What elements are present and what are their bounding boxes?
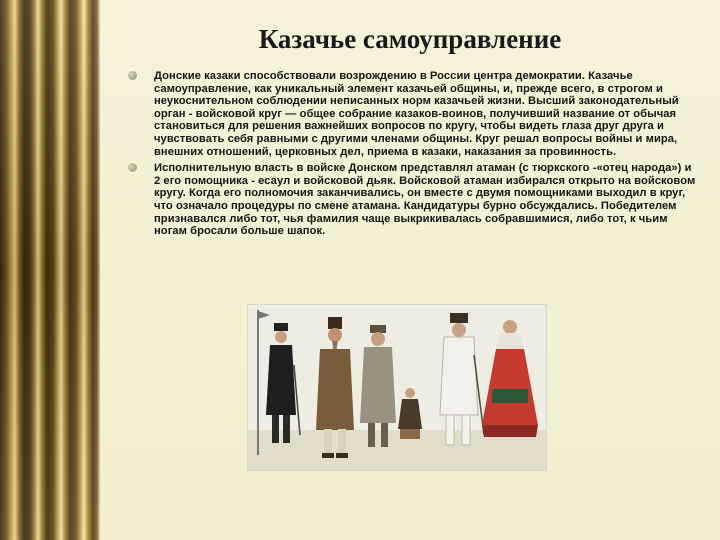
bullet-text: Донские казаки способствовали возрождению в России центра демократии. Казачье самоуправление, как уникальный элемент казачьей общины, и, прежде всего, в строгом и неукоснительном соблюдении неписанных норм казачьей жизни. Высший законодательный орган - войсковой круг — общее собрание казаков-воинов, получивший название от обычая становиться для решения важнейших вопросов по кругу, чтобы видеть глаза друг друга и чувствовать себя равными с другими членами общины. Круг решал вопросы войны и мира, внешних отношений, церковных дел, приема в казаки, наказания за провинность. [154, 70, 679, 158]
bullet-item [128, 162, 700, 238]
cossack-costumes-illustration [248, 305, 546, 470]
bullet-dot-icon [128, 163, 137, 172]
bullet-text: Исполнительную власть в войске Донском представлял атаман (с тюркского -«отец народа») и 2 его помощника - есаул и войсковой дьяк. Войсковой атаман избирался открыто на войсковом кругу. Когда его полномочия заканчивались, он вместе с двумя помощниками выходил в круг, что означало процедуры по смене атамана. Кандидатуры бурно обсуждались. Победителем признавался либо тот, чья фамилия чаще выкрикивалась собравшимися, либо тот, к чьим ногам бросали больше шапок. [154, 162, 696, 238]
decorative-gold-border [0, 0, 100, 540]
illustration-drawing [248, 305, 546, 470]
bullet-dot-icon [128, 71, 137, 80]
slide-title: Казачье самоуправление [258, 24, 562, 54]
bullet-item [128, 70, 700, 158]
bullet-list [128, 70, 700, 242]
